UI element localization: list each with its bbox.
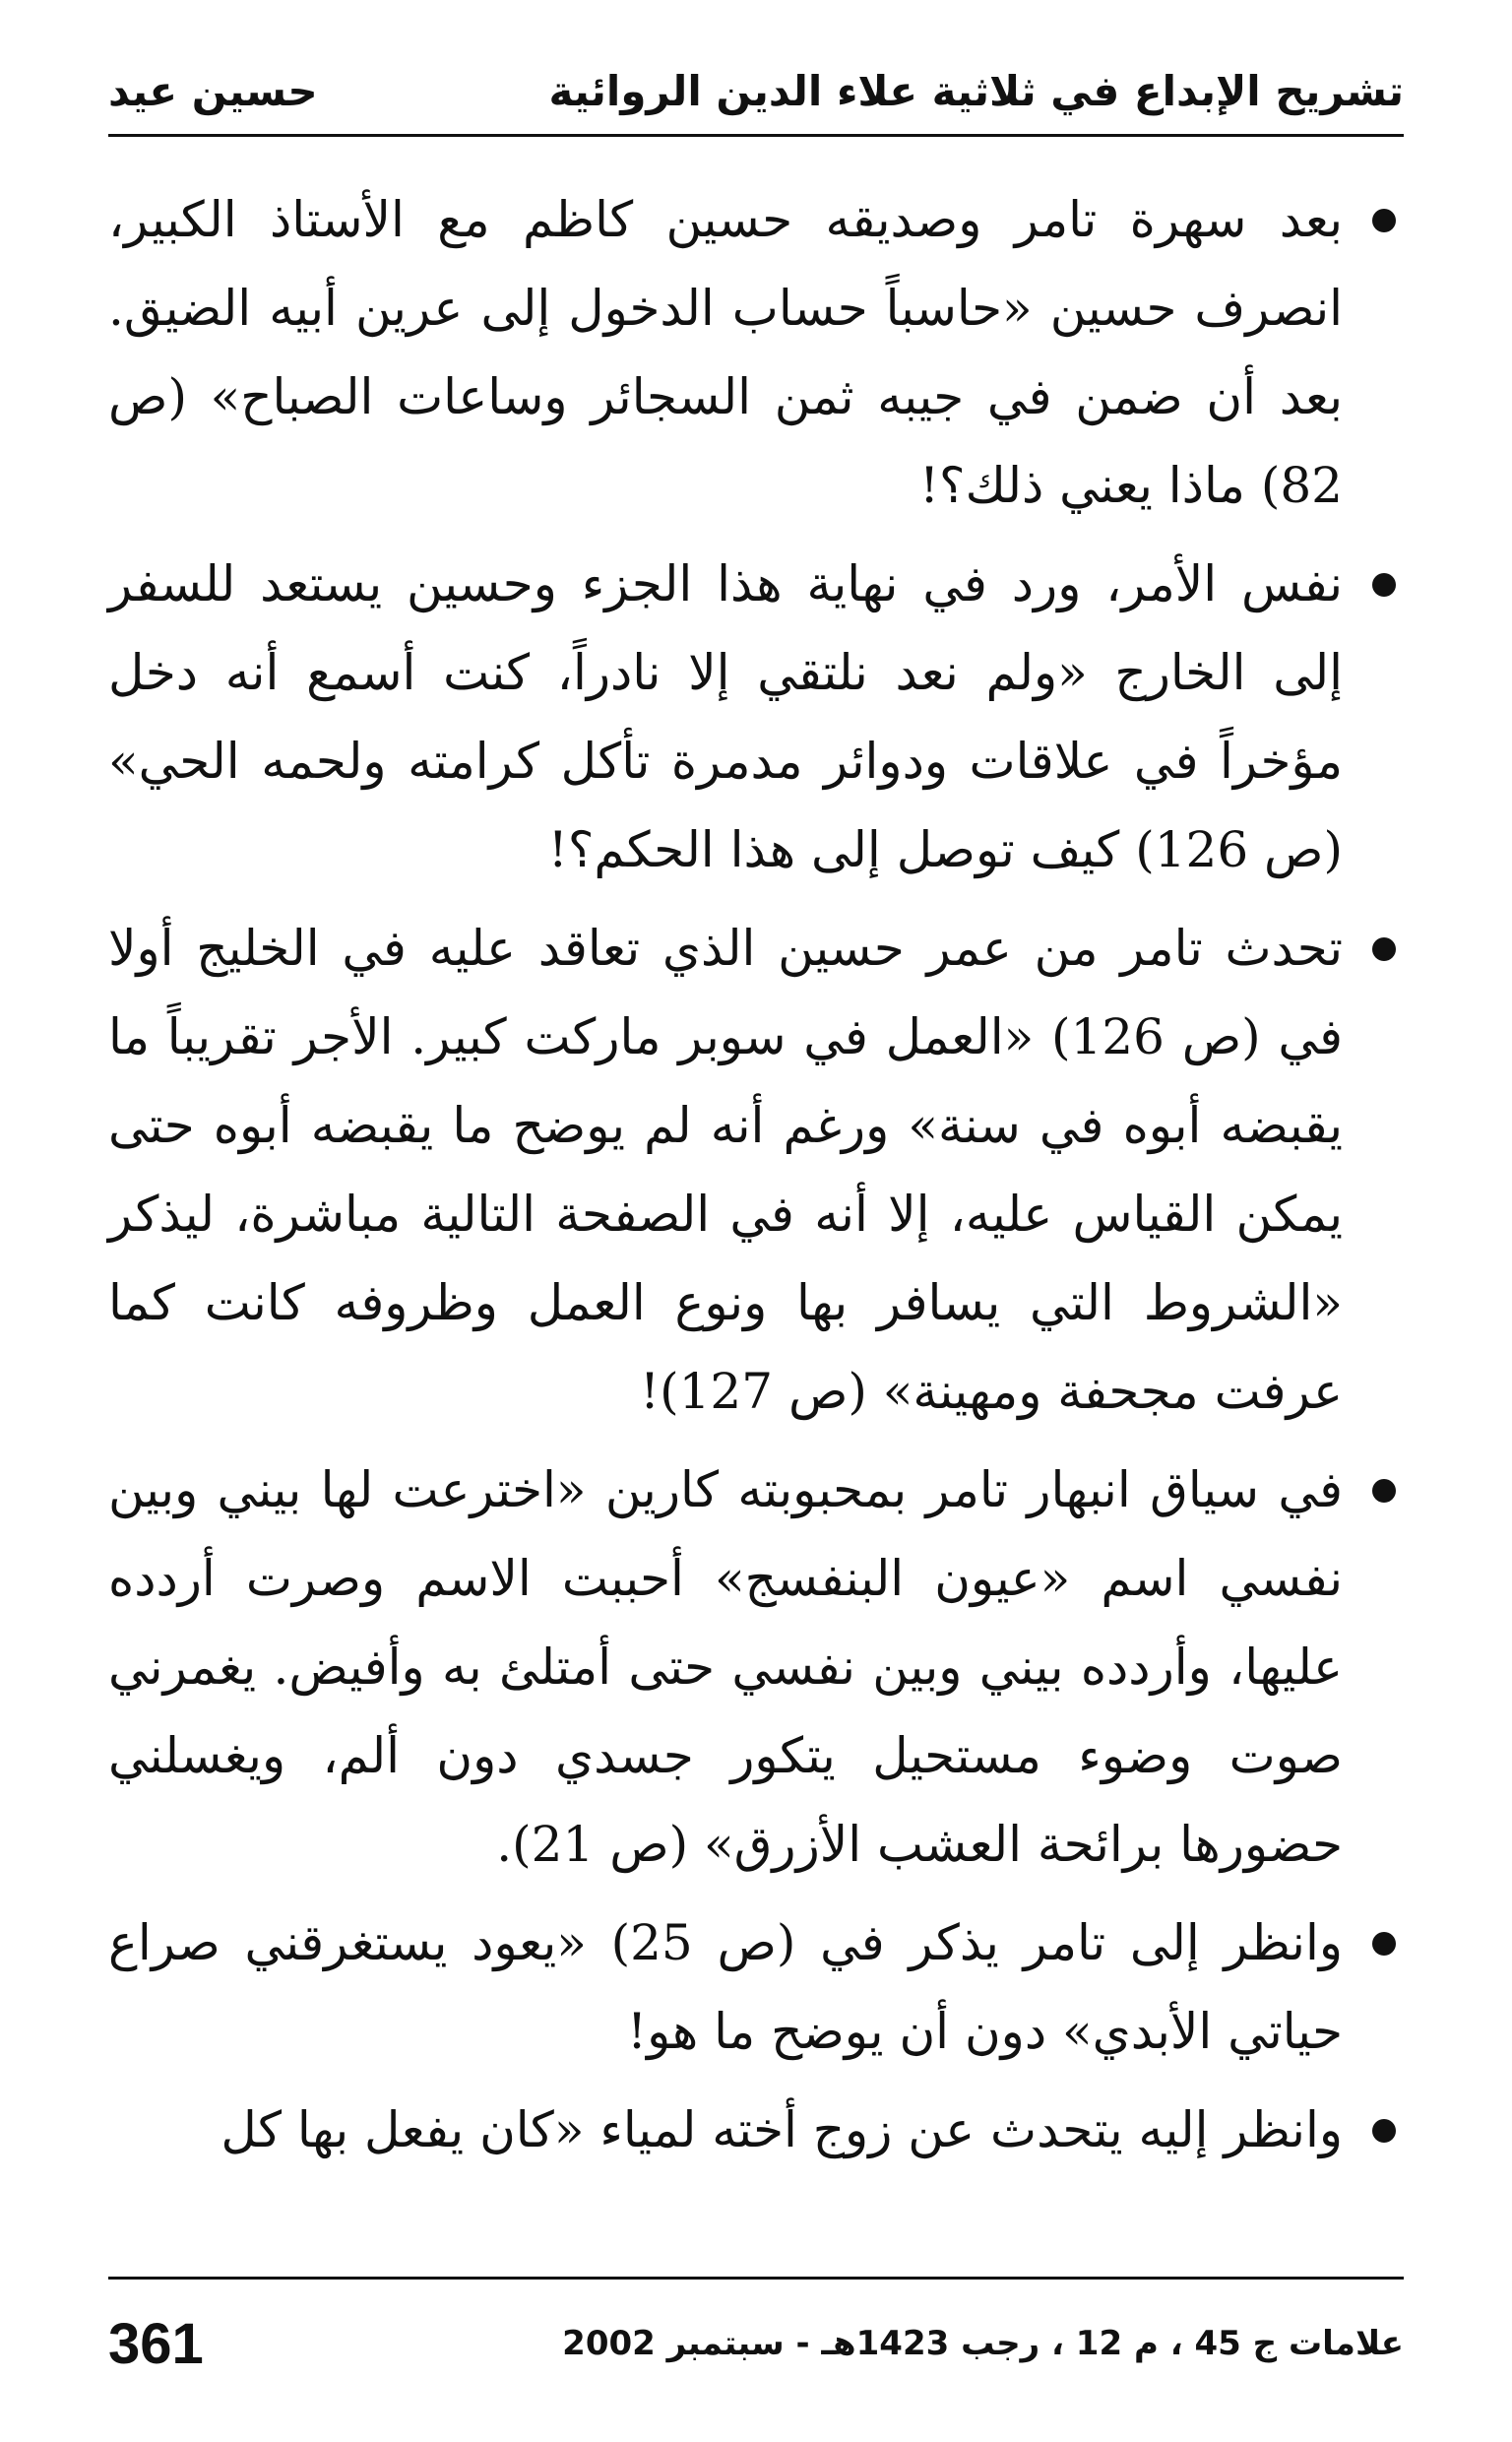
- paragraph-text: تحدث تامر من عمر حسين الذي تعاقد عليه في الخليج أولا في (ص 126) «العمل في سوبر ماركت كبير. الأجر تقريباً ما يقبضه أبوه في سنة» ورغم أنه لم يوضح ما يقبضه أبوه حتى يمكن القياس عليه، إلا أنه في الصفحة التالية مباشرة، ليذكر «الشروط التي يسافر بها ونوع العمل وظروفه كانت كما عرفت مجحفة ومهينة» (ص 127)!: [108, 920, 1343, 1420]
- bullet-paragraph: [108, 1898, 1404, 2076]
- body-text: [108, 175, 1404, 2184]
- bullet-icon: [1372, 573, 1396, 597]
- paragraph-text: بعد سهرة تامر وصديقه حسين كاظم مع الأستاذ الكبير، انصرف حسين «حاسباً حساب الدخول إلى عرين أبيه الضيق. بعد أن ضمن في جيبه ثمن السجائر وساعات الصباح» (ص 82) ماذا يعني ذلك؟!: [108, 191, 1343, 514]
- paragraph-text: في سياق انبهار تامر بمحبوبته كارين «اخترعت لها بيني وبين نفسي اسم «عيون البنفسج» أحببت الاسم وصرت أردده عليها، وأردده بيني وبين نفسي حتى أمتلئ به وأفيض. يغمرني صوت وضوء مستحيل يتكور جسدي دون ألم، ويغسلني حضورها برائحة العشب الأزرق» (ص 21).: [108, 1461, 1343, 1873]
- bullet-icon: [1372, 2119, 1396, 2143]
- bullet-icon: [1372, 937, 1396, 961]
- header-divider: [108, 134, 1404, 137]
- bullet-paragraph: [108, 904, 1404, 1436]
- bullet-icon: [1372, 1479, 1396, 1503]
- running-footer: [108, 2304, 1404, 2383]
- bullet-paragraph: [108, 2086, 1404, 2174]
- journal-citation: علامات ج 45 ، م 12 ، رجب 1423هـ - سبتمبر 2002: [562, 2324, 1404, 2363]
- header-title: تشريح الإبداع في ثلاثية علاء الدين الروائية: [548, 66, 1404, 115]
- paragraph-text: وانظر إليه يتحدث عن زوج أخته لمياء «كان يفعل بها كل: [220, 2101, 1343, 2158]
- bullet-paragraph: [108, 540, 1404, 894]
- bullet-icon: [1372, 209, 1396, 232]
- paragraph-text: نفس الأمر، ورد في نهاية هذا الجزء وحسين يستعد للسفر إلى الخارج «ولم نعد نلتقي إلا نادراً، كنت أسمع أنه دخل مؤخراً في علاقات ودوائر مدمرة تأكل كرامته ولحمه الحي» (ص 126) كيف توصل إلى هذا الحكم؟!: [108, 555, 1343, 878]
- bullet-paragraph: [108, 1446, 1404, 1889]
- paragraph-text: وانظر إلى تامر يذكر في (ص 25) «يعود يستغرقني صراع حياتي الأبدي» دون أن يوضح ما هو!: [108, 1914, 1343, 2060]
- bullet-icon: [1372, 1932, 1396, 1956]
- bullet-paragraph: [108, 175, 1404, 530]
- header-author: حسين عيد: [108, 66, 318, 115]
- footer-divider: [108, 2277, 1404, 2280]
- running-header: [108, 51, 1404, 130]
- page-number: 361: [108, 2311, 204, 2376]
